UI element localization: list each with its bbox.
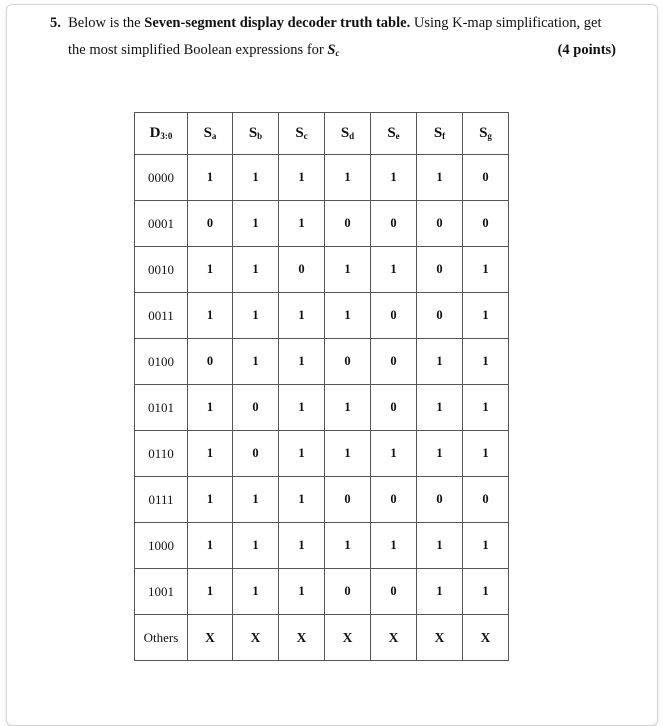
question-line2-text: the most simplified Boolean expressions for: [68, 42, 324, 58]
segment-value-cell: 0: [463, 155, 509, 201]
segment-value-cell: 1: [188, 155, 233, 201]
segment-value-cell: 1: [463, 385, 509, 431]
question-block: [50, 10, 620, 67]
header-segment-a: [188, 113, 233, 155]
segment-value-cell: 1: [188, 293, 233, 339]
segment-value-cell: 0: [371, 293, 417, 339]
header-segment-d-base: S: [340, 125, 350, 141]
header-segment-g-base: S: [479, 125, 488, 141]
segment-value-cell: 1: [279, 477, 325, 523]
header-segment-c: [279, 113, 325, 155]
segment-value-cell: 1: [417, 385, 463, 431]
segment-value-cell: 0: [417, 477, 463, 523]
segment-value-cell: 1: [279, 201, 325, 247]
table-row: [135, 523, 509, 569]
segment-value-cell: 1: [279, 293, 325, 339]
table-row: [135, 339, 509, 385]
segment-value-cell: 1: [325, 247, 371, 293]
table-row: [135, 477, 509, 523]
input-code-cell: 0011: [135, 293, 188, 339]
table-row: [135, 293, 509, 339]
header-segment-g: [463, 113, 509, 155]
segment-value-cell: 1: [325, 385, 371, 431]
segment-value-cell: 1: [233, 155, 279, 201]
header-segment-e-sub: e: [395, 131, 400, 141]
segment-value-cell: 0: [279, 247, 325, 293]
target-var-sub: c: [335, 48, 340, 58]
input-code-cell: 0000: [135, 155, 188, 201]
header-segment-g-sub: g: [487, 131, 492, 141]
question-line-2: [50, 37, 620, 67]
input-code-cell: 1000: [135, 523, 188, 569]
header-segment-d-sub: d: [349, 131, 355, 141]
table-row: [135, 247, 509, 293]
header-segment-e-base: S: [387, 125, 396, 141]
segment-value-cell: 1: [233, 293, 279, 339]
question-text-suffix: Using K-map simplification, get: [413, 15, 602, 31]
segment-value-cell: 1: [233, 339, 279, 385]
segment-value-cell: X: [325, 615, 371, 661]
segment-value-cell: 1: [279, 385, 325, 431]
segment-value-cell: 0: [463, 201, 509, 247]
header-segment-a-base: S: [203, 125, 212, 141]
segment-value-cell: 1: [463, 523, 509, 569]
segment-value-cell: 1: [463, 247, 509, 293]
target-var-base: S: [327, 42, 336, 58]
segment-value-cell: 1: [417, 523, 463, 569]
header-segment-d: [325, 113, 371, 155]
target-variable: [327, 42, 339, 58]
input-code-cell: 0010: [135, 247, 188, 293]
input-code-cell: 0100: [135, 339, 188, 385]
header-segment-b-base: S: [248, 125, 258, 141]
segment-value-cell: 0: [325, 477, 371, 523]
segment-value-cell: 1: [279, 155, 325, 201]
segment-value-cell: 1: [463, 431, 509, 477]
header-segment-b-sub: b: [257, 131, 263, 141]
table-row: [135, 431, 509, 477]
header-segment-e: [371, 113, 417, 155]
segment-value-cell: 0: [188, 201, 233, 247]
input-code-cell: Others: [135, 615, 188, 661]
segment-value-cell: 1: [417, 431, 463, 477]
question-line-1: [50, 10, 620, 37]
segment-value-cell: 1: [417, 155, 463, 201]
table-row: [135, 201, 509, 247]
segment-value-cell: 0: [325, 569, 371, 615]
segment-value-cell: X: [371, 615, 417, 661]
segment-value-cell: X: [279, 615, 325, 661]
question-text-prefix: Below is the: [68, 15, 141, 31]
segment-value-cell: 0: [371, 201, 417, 247]
table-row: [135, 155, 509, 201]
header-segment-b: [233, 113, 279, 155]
segment-value-cell: X: [463, 615, 509, 661]
header-segment-c-sub: c: [303, 131, 308, 141]
segment-value-cell: 1: [371, 155, 417, 201]
segment-value-cell: 1: [233, 569, 279, 615]
segment-value-cell: 0: [463, 477, 509, 523]
segment-value-cell: 1: [188, 247, 233, 293]
segment-value-cell: 1: [325, 523, 371, 569]
segment-value-cell: 0: [188, 339, 233, 385]
segment-value-cell: 1: [188, 569, 233, 615]
segment-value-cell: 0: [417, 293, 463, 339]
header-segment-c-base: S: [295, 125, 304, 141]
header-segment-a-sub: a: [211, 131, 217, 141]
segment-value-cell: 1: [279, 569, 325, 615]
segment-value-cell: 1: [325, 155, 371, 201]
segment-value-cell: 1: [233, 523, 279, 569]
segment-value-cell: 0: [417, 247, 463, 293]
question-number: 5.: [50, 15, 61, 31]
question-title: Seven-segment display decoder truth table.: [144, 15, 411, 31]
segment-value-cell: 1: [279, 339, 325, 385]
segment-value-cell: 1: [233, 201, 279, 247]
segment-value-cell: 1: [325, 431, 371, 477]
input-code-cell: 0110: [135, 431, 188, 477]
segment-value-cell: 0: [417, 201, 463, 247]
segment-value-cell: 1: [463, 293, 509, 339]
segment-value-cell: 1: [233, 247, 279, 293]
segment-value-cell: 0: [371, 569, 417, 615]
table-row: [135, 385, 509, 431]
table-body: [135, 155, 509, 661]
header-d-input-base: D: [149, 125, 161, 141]
segment-value-cell: 1: [279, 523, 325, 569]
table-row: [135, 615, 509, 661]
segment-value-cell: 1: [371, 431, 417, 477]
header-segment-f-base: S: [433, 125, 443, 141]
segment-value-cell: 1: [279, 431, 325, 477]
header-segment-f: [417, 113, 463, 155]
truth-table: [134, 112, 509, 661]
segment-value-cell: 1: [325, 293, 371, 339]
segment-value-cell: X: [188, 615, 233, 661]
segment-value-cell: 1: [188, 385, 233, 431]
segment-value-cell: 0: [233, 385, 279, 431]
header-segment-f-sub: f: [442, 131, 446, 141]
table-row: [135, 569, 509, 615]
segment-value-cell: 0: [371, 477, 417, 523]
segment-value-cell: 1: [417, 339, 463, 385]
segment-value-cell: 0: [371, 385, 417, 431]
segment-value-cell: 0: [325, 339, 371, 385]
header-d-input-sub: 3:0: [160, 131, 173, 141]
segment-value-cell: 0: [325, 201, 371, 247]
segment-value-cell: X: [417, 615, 463, 661]
segment-value-cell: 0: [371, 339, 417, 385]
segment-value-cell: 1: [463, 339, 509, 385]
input-code-cell: 0001: [135, 201, 188, 247]
segment-value-cell: 1: [188, 431, 233, 477]
segment-value-cell: 1: [463, 569, 509, 615]
segment-value-cell: 1: [371, 523, 417, 569]
table-header-row: [135, 113, 509, 155]
segment-value-cell: X: [233, 615, 279, 661]
header-d-input: [135, 113, 188, 155]
input-code-cell: 0101: [135, 385, 188, 431]
segment-value-cell: 1: [188, 523, 233, 569]
segment-value-cell: 1: [417, 569, 463, 615]
segment-value-cell: 1: [371, 247, 417, 293]
question-points: (4 points): [557, 42, 616, 58]
input-code-cell: 1001: [135, 569, 188, 615]
input-code-cell: 0111: [135, 477, 188, 523]
segment-value-cell: 0: [233, 431, 279, 477]
segment-value-cell: 1: [188, 477, 233, 523]
segment-value-cell: 1: [233, 477, 279, 523]
